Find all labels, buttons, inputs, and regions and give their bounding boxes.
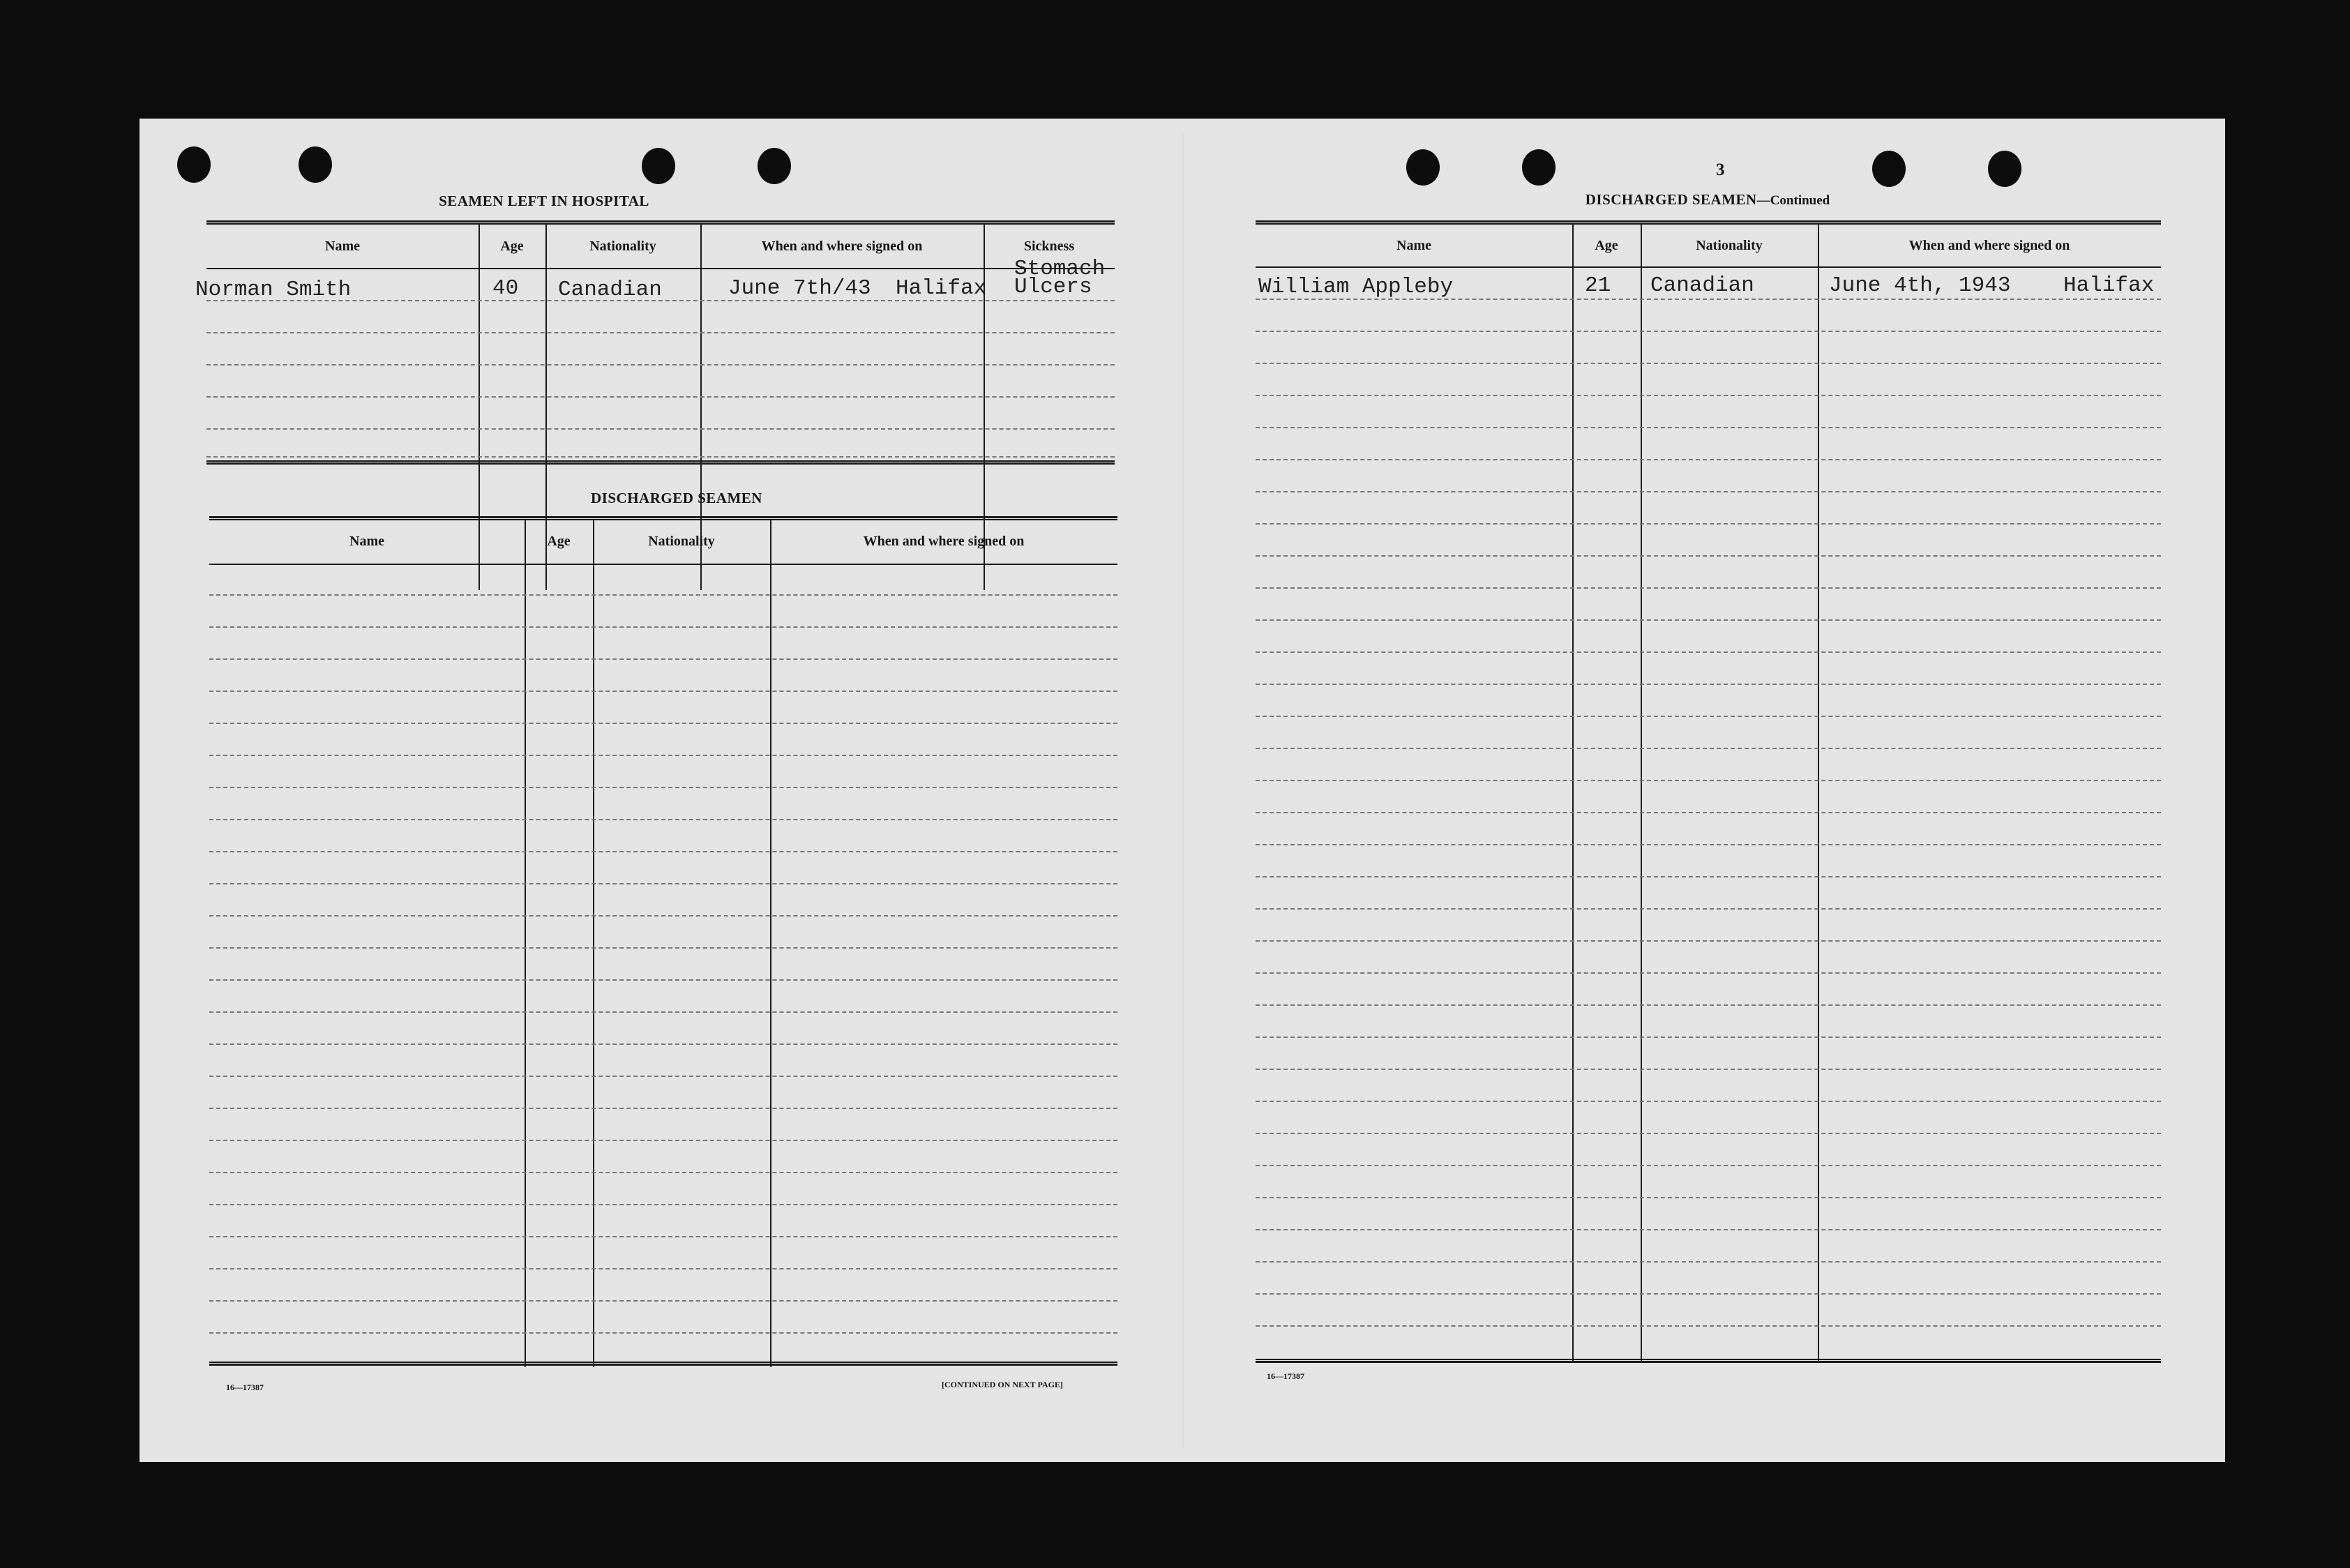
hospital-entry-name: Norman Smith [195, 278, 352, 302]
ledger-sheet [140, 119, 2225, 1462]
col-header-nationality: Nationality [589, 238, 656, 254]
punch-hole [1522, 149, 1556, 186]
punch-hole [1406, 149, 1440, 186]
form-number: 16—17387 [1267, 1371, 1304, 1381]
discharged-title-main: DISCHARGED SEAMEN [1585, 191, 1757, 208]
discharged-section-title: DISCHARGED SEAMEN [591, 490, 762, 506]
hospital-section-title: SEAMEN LEFT IN HOSPITAL [439, 193, 649, 209]
col-header-age: Age [547, 533, 571, 549]
col-header-name: Name [325, 238, 360, 254]
discharged-entry-name: William Appleby [1258, 275, 1454, 299]
col-header-name: Name [1396, 237, 1431, 253]
col-header-signed-on: When and where signed on [1908, 237, 2070, 253]
continued-note: [CONTINUED ON NEXT PAGE] [942, 1380, 1063, 1389]
hospital-entry-date: June 7th/43 [728, 276, 871, 301]
col-header-age: Age [1595, 237, 1618, 253]
col-header-name: Name [349, 533, 384, 549]
discharged-entry-date: June 4th, 1943 [1829, 273, 2011, 298]
col-header-signed-on: When and where signed on [761, 238, 923, 254]
discharged-title-suffix: —Continued [1756, 193, 1830, 208]
col-header-nationality: Nationality [648, 533, 715, 549]
discharged-entry-age: 21 [1585, 273, 1611, 298]
discharged-continued-title [1394, 191, 2021, 209]
discharged-table [209, 516, 1117, 1374]
punch-hole [758, 148, 791, 184]
punch-hole [1988, 151, 2021, 187]
punch-hole [299, 146, 332, 183]
discharged-entry-place: Halifax [2063, 273, 2155, 298]
col-header-nationality: Nationality [1696, 237, 1763, 253]
hospital-entry-sickness-line2: Ulcers [1014, 275, 1092, 299]
punch-hole [1872, 151, 1906, 187]
hospital-entry-sickness-line1: Stomach [1014, 257, 1106, 281]
punch-hole [642, 148, 675, 184]
page-number: 3 [1716, 160, 1725, 179]
form-number: 16—17387 [226, 1382, 264, 1392]
discharged-entry-nationality: Canadian [1650, 273, 1754, 298]
hospital-entry-place: Halifax [896, 276, 987, 301]
hospital-entry-nationality: Canadian [558, 278, 662, 302]
col-header-sickness: Sickness [1023, 238, 1075, 254]
col-header-signed-on: When and where signed on [863, 533, 1025, 549]
punch-hole [177, 146, 211, 183]
col-header-age: Age [500, 238, 524, 254]
discharged-continued-table [1256, 220, 2161, 1364]
hospital-entry-age: 40 [492, 276, 519, 301]
